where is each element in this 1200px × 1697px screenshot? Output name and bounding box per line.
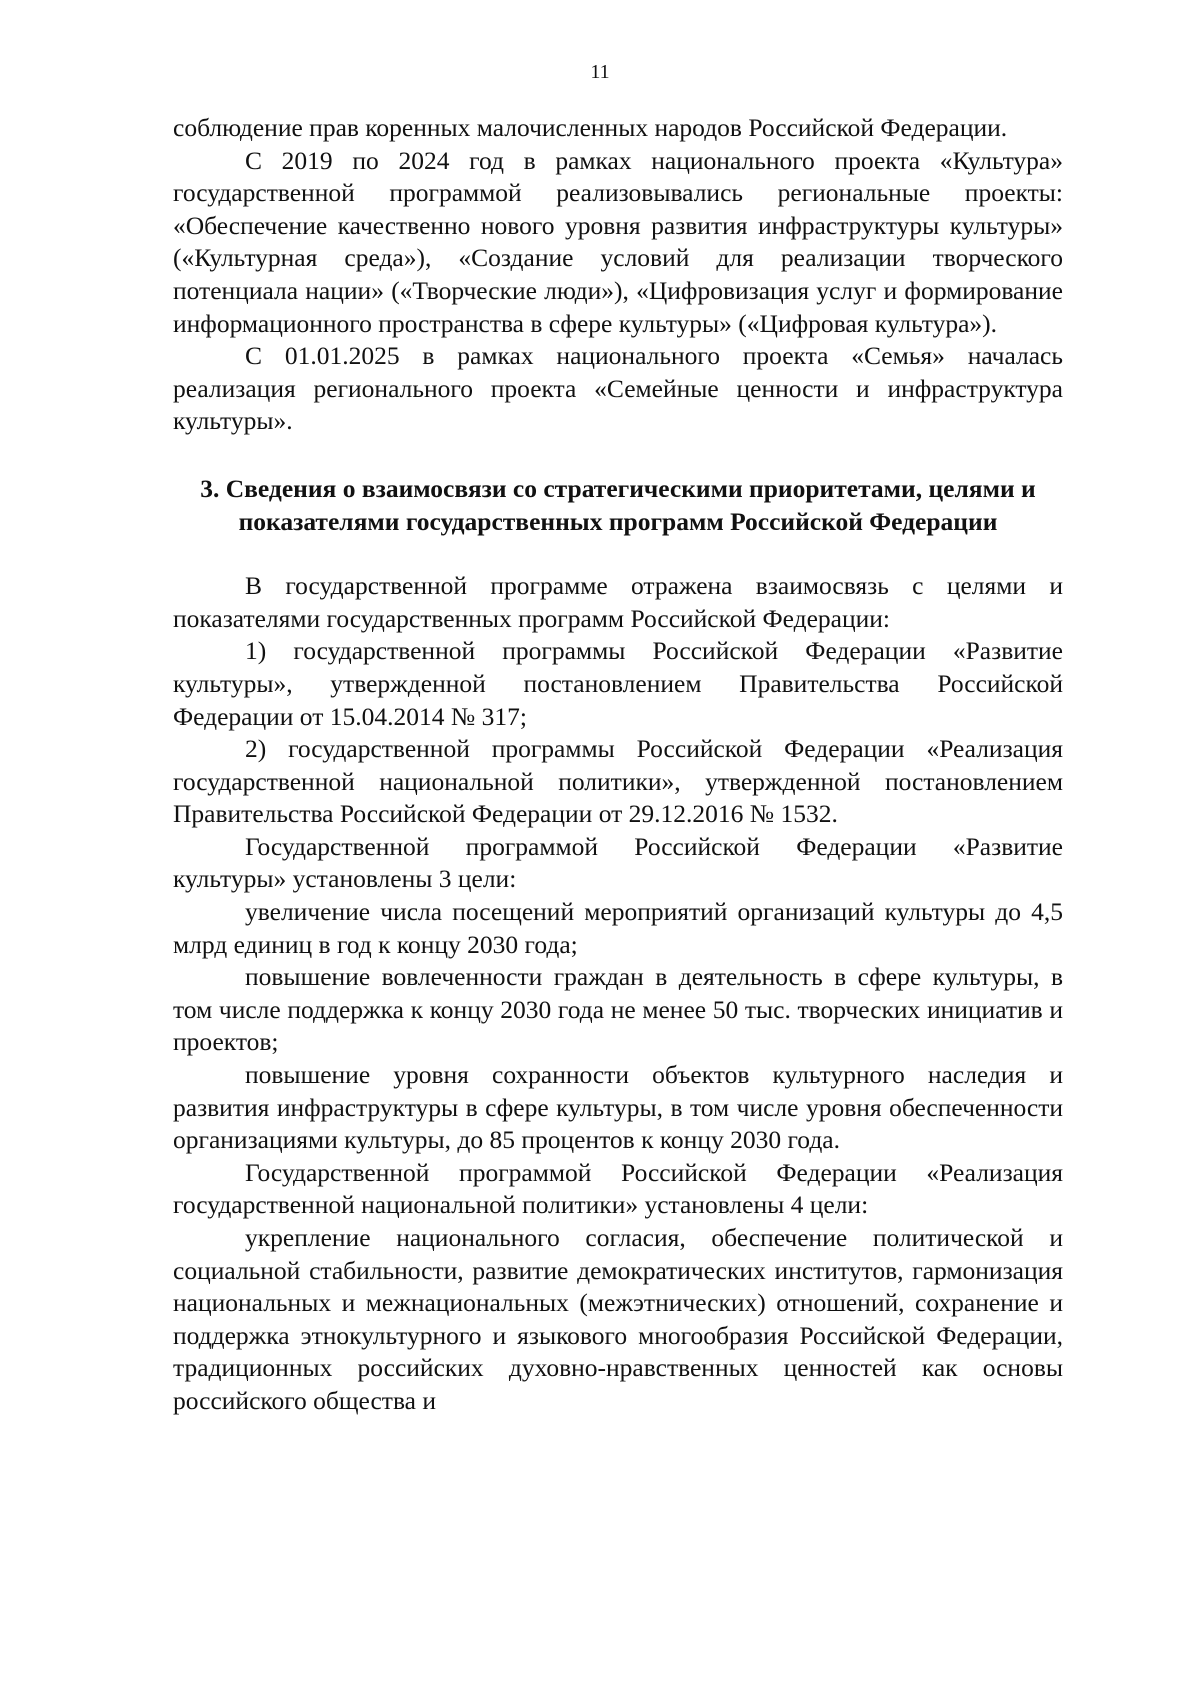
paragraph: Государственной программой Российской Федерации «Развитие культуры» установлены 3 цели: bbox=[173, 831, 1063, 894]
goal-item: повышение вовлеченности граждан в деятельность в сфере культуры, в том числе поддержка к концу 2030 года не менее 50 тыс. творческих инициатив и проектов; bbox=[173, 962, 1063, 1057]
section-heading-block bbox=[173, 473, 1063, 538]
paragraph: В государственной программе отражена взаимосвязь с целями и показателями государственных программ Российской Федерации: bbox=[173, 571, 1063, 633]
paragraph: Государственной программой Российской Федерации «Реализация государственной национальной политики» установлены 4 цели: bbox=[173, 1157, 1063, 1220]
goal-item: увеличение числа посещений мероприятий организаций культуры до 4,5 млрд единиц в год к концу 2030 года; bbox=[173, 897, 1063, 959]
list-item: 2) государственной программы Российской Федерации «Реализация государственной национальной политики», утвержденной постановлением Правительства Российской Федерации от 29.12.2016 № 1532. bbox=[173, 734, 1063, 829]
paragraph-continuation: соблюдение прав коренных малочисленных народов Российской Федерации. bbox=[173, 113, 1008, 142]
goal-item: повышение уровня сохранности объектов культурного наследия и развития инфраструктуры в сфере культуры, в том числе уровня обеспеченности организациями культуры, до 85 процентов к концу 2030 года. bbox=[173, 1060, 1063, 1155]
paragraph: С 01.01.2025 в рамках национального проекта «Семья» началась реализация регионального проекта «Семейные ценности и инфраструктура культуры». bbox=[173, 341, 1063, 436]
document-body bbox=[173, 112, 1063, 1418]
list-item: 1) государственной программы Российской Федерации «Развитие культуры», утвержденной постановлением Правительства Российской Федерации от 15.04.2014 № 317; bbox=[173, 636, 1063, 731]
paragraph: С 2019 по 2024 год в рамках национального проекта «Культура» государственной программой реализовывались региональные проекты: «Обеспечение качественно нового уровня развития инфраструктуры культуры» («Культурная среда»), «Создание условий для реализации творческого потенциала нации» («Творческие люди»), «Цифровизация услуг и формирование информационного пространства в сфере культуры» («Цифровая культура»). bbox=[173, 145, 1063, 338]
section-heading: 3. Сведения о взаимосвязи со стратегическими приоритетами, целями и показателями государственных программ Российской Федерации bbox=[200, 473, 1036, 536]
goal-item: укрепление национального согласия, обеспечение политической и социальной стабильности, развитие демократических институтов, гармонизация национальных и межнациональных (межэтнических) отношений, сохранение и поддержка этнокультурного и языкового многообразия Российской Федерации, традиционных российских духовно-нравственных ценностей как основы российского общества и bbox=[173, 1223, 1063, 1415]
page-number: 11 bbox=[590, 61, 610, 83]
